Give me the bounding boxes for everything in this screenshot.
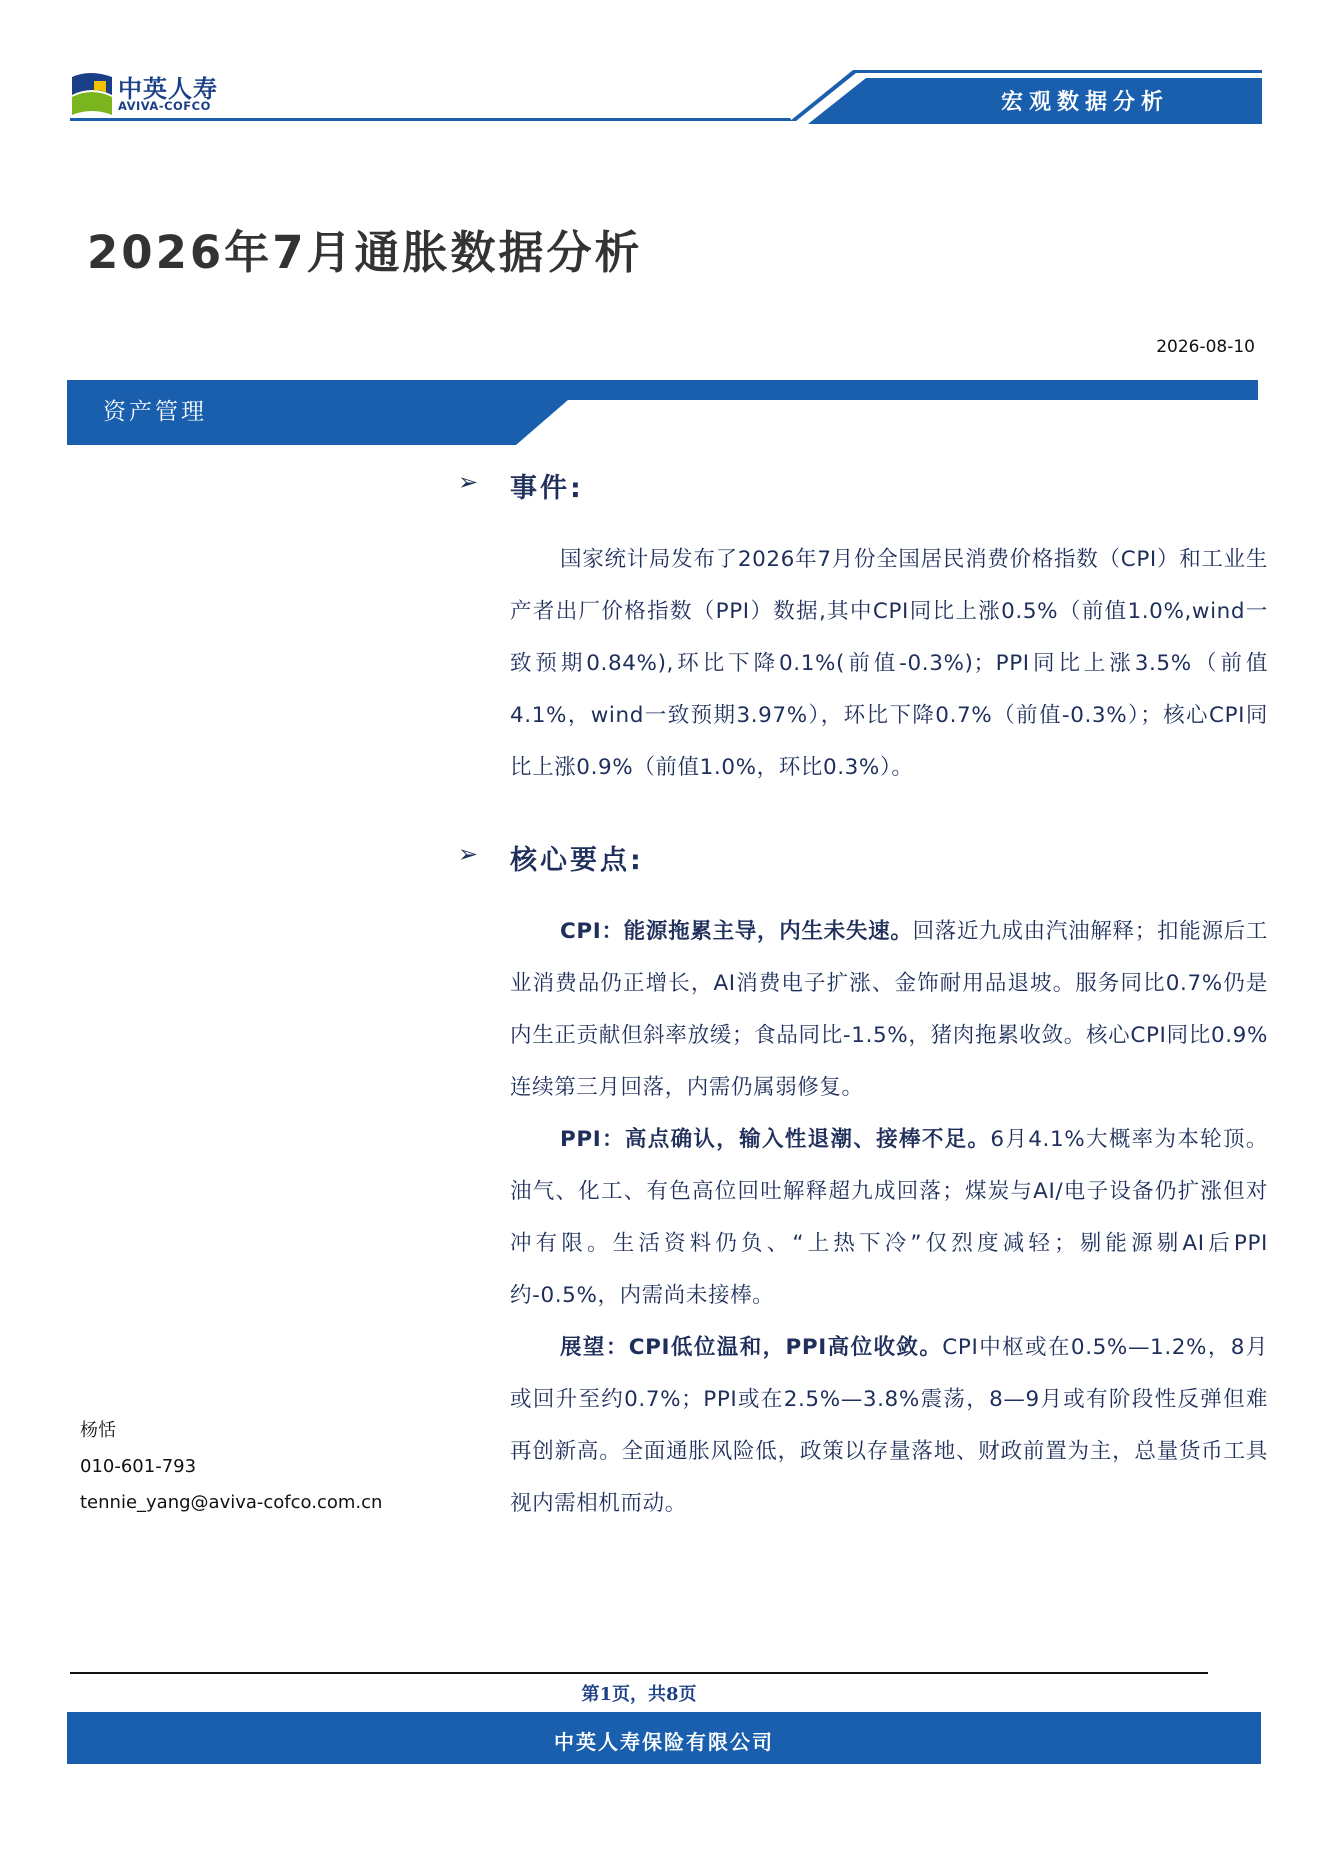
key-point-cpi <box>458 906 1268 1114</box>
author-name: 杨恬 <box>80 1420 116 1441</box>
arrow-bullet-icon: ➢ <box>458 840 479 868</box>
event-paragraph: 国家统计局发布了2026年7月份全国居民消费价格指数（CPI）和工业生产者出厂价格指数（PPI）数据,其中CPI同比上涨0.5%（前值1.0%,wind一致预期0.84%),环比下降0.1%(前值-0.3%)；PPI同比上涨3.5%（前值4.1%，wind一致预期3.97%），环比下降0.7%（前值-0.3%）；核心CPI同比上涨0.9%（前值1.0%，环比0.3%）。 <box>510 547 1268 780</box>
footer-company: 中英人寿保险有限公司 <box>554 1730 774 1754</box>
logo-en-text: AVIVA-COFCO <box>118 99 211 113</box>
author-email[interactable]: tennie_yang@aviva-cofco.com.cn <box>80 1492 383 1513</box>
key-point-text: CPI中枢或在0.5%—1.2%，8月或回升至约0.7%；PPI或在2.5%—3.8%震荡，8—9月或有阶段性反弹但难再创新高。全面通胀风险低，政策以存量落地、财政前置为主，总量货币工具视内需相机而动。 <box>510 1335 1269 1516</box>
aviva-cofco-logo-icon <box>70 71 114 117</box>
author-phone: 010-601-793 <box>80 1456 197 1477</box>
section-tag: 宏观数据分析 <box>1000 90 1169 115</box>
key-points-heading <box>458 832 1268 882</box>
key-point-lead: CPI：能源拖累主导，内生未失速。 <box>560 919 913 944</box>
report-title: 2026年7月通胀数据分析 <box>87 226 643 279</box>
key-points-heading-text: 核心要点: <box>510 845 644 876</box>
department-label: 资产管理 <box>103 399 207 425</box>
key-point-ppi <box>458 1114 1268 1322</box>
key-point-lead: 展望：CPI低位温和，PPI高位收敛。 <box>560 1335 943 1360</box>
key-point-text: 回落近九成由汽油解释；扣能源后工业消费品仍正增长，AI消费电子扩涨、金饰耐用品退坡。服务同比0.7%仍是内生正贡献但斜率放缓；食品同比-1.5%，猪肉拖累收敛。核心CPI同比0.9%连续第三月回落，内需仍属弱修复。 <box>510 919 1268 1100</box>
key-point-outlook <box>458 1322 1268 1530</box>
report-date: 2026-08-10 <box>1156 337 1255 357</box>
company-logo <box>70 65 240 123</box>
arrow-bullet-icon: ➢ <box>458 468 479 496</box>
footer-divider <box>70 1672 1208 1674</box>
event-heading <box>458 460 1268 510</box>
page-number: 第1页，共8页 <box>581 1684 697 1705</box>
logo-cn-text: 中英人寿 <box>118 74 218 103</box>
author-info <box>80 1413 382 1521</box>
report-body <box>458 460 1268 1530</box>
event-heading-text: 事件: <box>510 473 584 504</box>
key-point-lead: PPI：高点确认，输入性退潮、接棒不足。 <box>560 1127 991 1152</box>
key-point-text: 6月4.1%大概率为本轮顶。油气、化工、有色高位回吐解释超九成回落；煤炭与AI/电子设备仍扩涨但对冲有限。生活资料仍负、“上热下冷”仅烈度减轻；剔能源剔AI后PPI约-0.5%，内需尚未接棒。 <box>510 1127 1268 1308</box>
